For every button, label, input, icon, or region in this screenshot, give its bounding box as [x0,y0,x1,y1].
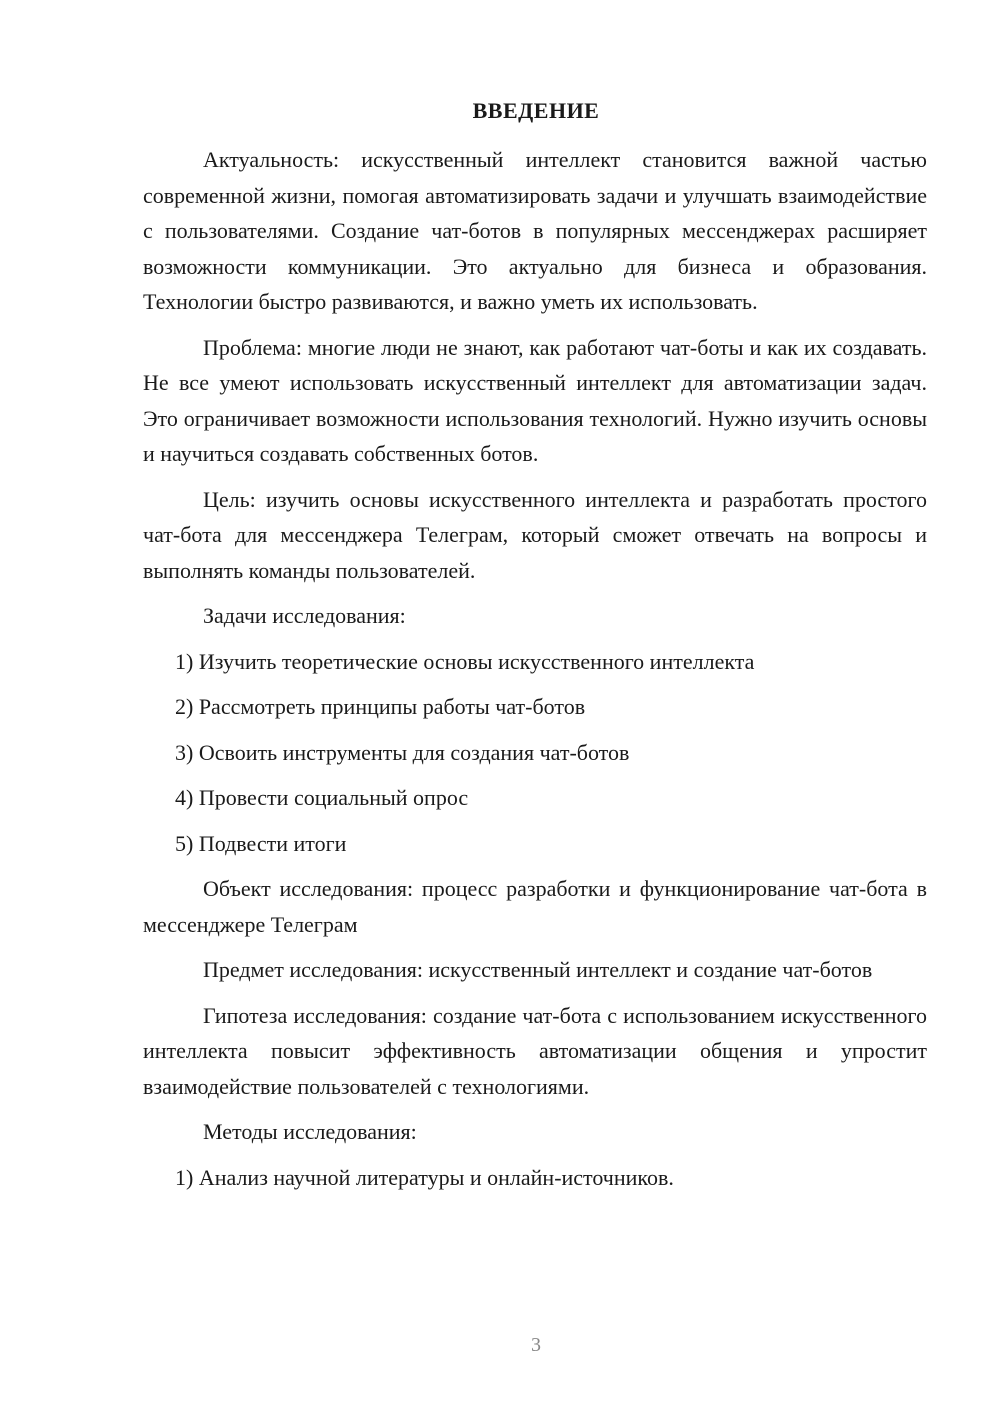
paragraph-problem: Проблема: многие люди не знают, как работают чат-боты и как их создавать. Не все умеют использовать искусственный интеллект для автоматизации задач. Это ограничивает возможности использования технологий. Нужно изучить основы и научиться создавать собственных ботов. [143,334,927,466]
tasks-label: Задачи исследования: [203,603,406,628]
task-item: 3) Освоить инструменты для создания чат-ботов [175,739,630,765]
section-heading: ВВЕДЕНИЕ [472,98,600,123]
paragraph-object: Объект исследования: процесс разработки и функционирование чат-бота в мессенджере Телеграм [143,876,927,937]
paragraph-hypothesis: Гипотеза исследования: создание чат-бота с использованием искусственного интеллекта повысит эффективность автоматизации общения и упростит взаимодействие пользователей с технологиями. [143,1002,927,1099]
paragraph-subject: Предмет исследования: искусственный интеллект и создание чат-ботов [203,957,873,982]
task-item: 4) Провести социальный опрос [175,785,469,810]
paragraph-relevance: Актуальность: искусственный интеллект становится важной частью современной жизни, помогая автоматизировать задачи и улучшать взаимодействие с пользователями. Создание чат-ботов в популярных мессенджерах расширяет возможности коммуникации. Это актуально для бизнеса и образования. Технологии быстро развиваются, и важно уметь их использовать. [143,147,927,314]
methods-label: Методы исследования: [203,1119,417,1144]
paragraph-goal: Цель: изучить основы искусственного интеллекта и разработать простого чат-бота для мессенджера Телеграм, который сможет отвечать на вопросы и выполнять команды пользователей. [143,486,927,583]
page-number: 3 [531,1334,541,1356]
task-item: 2) Рассмотреть принципы работы чат-ботов [175,694,586,719]
task-item: 1) Изучить теоретические основы искусственного интеллекта [175,648,755,674]
method-item: 1) Анализ научной литературы и онлайн-источников. [175,1164,674,1190]
body-text [143,142,927,1205]
task-item: 5) Подвести итоги [175,830,347,856]
